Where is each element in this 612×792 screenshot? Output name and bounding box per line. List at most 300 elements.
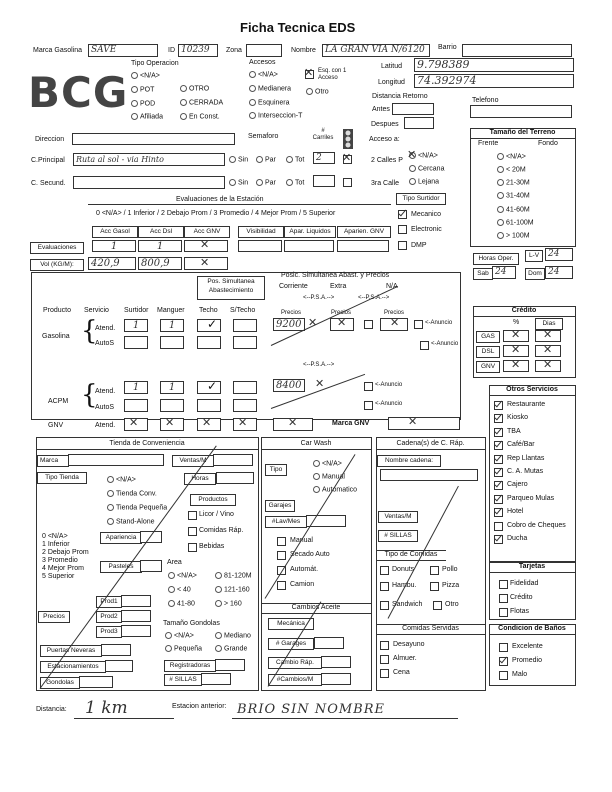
terreno-61-100[interactable]: 61-100M	[497, 219, 534, 226]
hambu-checkbox[interactable]	[380, 582, 389, 591]
vol-dsl[interactable]: 800,9	[138, 257, 182, 270]
pizza-checkbox[interactable]	[430, 582, 439, 591]
estacionamientos-label: Estacionamientos	[40, 661, 106, 673]
otro-radio[interactable]: Otro	[306, 88, 329, 95]
s-techo-head: S/Techo	[230, 307, 256, 314]
corriente-label: Corriente	[279, 283, 308, 290]
cw-secado-checkbox[interactable]	[277, 551, 286, 560]
accesos-interseccion[interactable]: Interseccion-T	[249, 112, 302, 119]
tarjeta-flotas-checkbox[interactable]	[499, 608, 508, 617]
otros-servicio-label: Kiosko	[507, 414, 529, 422]
barrio-label: Barrio	[438, 44, 457, 51]
otros-servicio-label: Hotel	[507, 508, 524, 516]
tipo-tienda-pequena[interactable]: Tienda Pequeña	[107, 504, 167, 511]
nombre-label: Nombre	[291, 47, 316, 54]
bebidas-label: Bebidas	[199, 543, 225, 550]
estacion-anterior-value: BRIO SIN NOMBRE	[237, 702, 385, 717]
gnv-label: GNV	[48, 422, 64, 429]
apariencia-label: Apariencia	[100, 532, 142, 544]
pos-sim-button[interactable]: Pos. Simultanea Abastecimiento	[197, 276, 265, 300]
cw-secado-label: Secado Auto	[290, 551, 330, 558]
tienda-sillas-label: # SILLAS	[164, 674, 202, 686]
tipo-op-en-const[interactable]: En Const.	[180, 113, 220, 120]
hambu-label: Hambu.	[392, 582, 417, 589]
dom-field[interactable]: 24	[545, 266, 573, 279]
marca-gnv-x: ✕	[408, 415, 418, 428]
gnv-x-2: ✕	[165, 416, 175, 429]
terreno-title: Tamaño del Terreno	[470, 129, 575, 139]
tipo-op-cerrada[interactable]: CERRADA	[180, 99, 223, 106]
na-label: N/A	[386, 283, 398, 290]
prod3-field[interactable]	[121, 625, 151, 637]
desayuno-label: Desayuno	[393, 641, 425, 648]
tipo-comidas-title: Tipo de Comidas	[376, 550, 446, 561]
cp-tot[interactable]: Tot	[286, 156, 304, 163]
carwash-na[interactable]: <N/A>	[313, 460, 342, 467]
tienda-scale: 0 <N/A> 1 Inferior 2 Debajo Prom 3 Promedio 4 Mejor Prom 5 Superior	[42, 533, 89, 580]
gondola-grande[interactable]: Grande	[215, 645, 247, 652]
puertas-neveras-field[interactable]	[101, 644, 131, 656]
evaluaciones-scale: 0 <N/A> / 1 Inferior / 2 Debajo Prom / 3 Promedio / 4 Mejor Prom / 5 Superior	[96, 210, 336, 217]
tarjeta-credito-checkbox[interactable]	[499, 594, 508, 603]
acpm-manguer[interactable]: 1	[160, 381, 184, 394]
cp-par[interactable]: Par	[256, 156, 276, 163]
estacion-line	[232, 718, 458, 719]
calle-principal-field[interactable]: Ruta al sol - via Hinto	[73, 153, 225, 166]
credito-x-3: ✕	[511, 343, 521, 356]
sab-field[interactable]: 24	[492, 266, 516, 279]
bano-excelente-checkbox[interactable]	[499, 643, 508, 652]
otros-servicio-checkbox[interactable]	[494, 481, 503, 490]
area-gt160[interactable]: > 160	[215, 600, 242, 607]
desayuno-checkbox[interactable]	[380, 641, 389, 650]
accesos-na[interactable]: <N/A>	[249, 71, 278, 78]
mecanico-checkbox[interactable]	[398, 210, 407, 219]
otros-servicio-checkbox[interactable]	[494, 401, 503, 410]
cambio-rap-label: Cambio Ráp.	[268, 657, 322, 669]
prod1-field[interactable]	[121, 595, 151, 607]
tienda-marca-label: Marca	[37, 455, 69, 467]
acc-gasol-header[interactable]: Acc Gasol	[92, 226, 138, 238]
tarjeta-flotas-label: Flotas	[510, 608, 530, 615]
gondolas-label: Gondolas	[40, 677, 80, 689]
surtidor-head: Surtidor	[124, 307, 149, 314]
otro-comida-label: Otro	[445, 601, 459, 608]
dmp-checkbox[interactable]	[398, 241, 407, 250]
acceso-na[interactable]: <N/A>	[409, 152, 438, 159]
prod1-label: Prod1	[96, 596, 122, 608]
pizza-label: Pizza	[442, 582, 460, 589]
vol-label: Vol (KG/M):	[30, 259, 84, 271]
cs-par[interactable]: Par	[256, 179, 276, 186]
tipo-op-otro[interactable]: OTRO	[180, 85, 209, 92]
antes-field[interactable]	[392, 103, 434, 115]
tienda-marca-field[interactable]	[68, 454, 164, 466]
comidas-checkbox[interactable]	[188, 527, 197, 536]
aparien-gnv-header[interactable]: Aparien. GNV	[337, 226, 391, 238]
otros-servicio-label: Cajero	[507, 481, 528, 489]
lv-field[interactable]: 24	[545, 248, 573, 261]
acpm-autos-techo[interactable]	[197, 399, 221, 412]
distancia-value: 1 km	[85, 698, 128, 718]
cs-tot[interactable]: Tot	[286, 179, 304, 186]
otros-servicio-checkbox[interactable]	[494, 441, 503, 450]
comidas-servidas-title: Comidas Servidas	[376, 624, 485, 635]
gas-surtidor[interactable]: 1	[124, 319, 148, 332]
gas-x-1: ✕	[308, 316, 318, 329]
gondola-na[interactable]: <N/A>	[165, 632, 194, 639]
fondo-label: Fondo	[538, 140, 558, 147]
tipo-tienda-stand-alone[interactable]: Stand-Alone	[107, 518, 155, 525]
area-81-120[interactable]: 81-120M	[215, 572, 252, 579]
otros-servicio-checkbox[interactable]	[494, 522, 503, 531]
otros-servicio-checkbox[interactable]	[494, 535, 503, 544]
acc-gnv-header[interactable]: Acc GNV	[184, 226, 230, 238]
semaforo-label: Semaforo	[248, 133, 279, 140]
comidas-label: Comidas Ráp.	[199, 527, 244, 534]
acpm-precio[interactable]: 8400	[273, 379, 305, 392]
tres-calle-label: 3ra Calle	[371, 180, 400, 187]
acpm-brace: {	[81, 380, 98, 410]
calle-secund-label: C. Secund.	[31, 180, 66, 187]
credito-dsl: DSL	[476, 346, 500, 358]
terreno-gt100[interactable]: > 100M	[497, 232, 530, 239]
lv-label: L-V	[525, 250, 543, 262]
visibilidad-header[interactable]: Visibilidad	[238, 226, 284, 238]
tarjeta-credito-label: Crédito	[510, 594, 533, 601]
sandwich-label: Sandwich	[392, 601, 423, 608]
precios-label: Precios	[38, 611, 70, 623]
area-na[interactable]: <N/A>	[168, 572, 197, 579]
banos-title: Condicion de Baños	[489, 625, 575, 635]
cambios-m-field[interactable]	[321, 673, 351, 685]
otros-servicio-checkbox[interactable]	[494, 495, 503, 504]
tarjeta-fidelidad-checkbox[interactable]	[499, 580, 508, 589]
gas-autos-manguer[interactable]	[160, 336, 184, 349]
gas-autos-s-techo[interactable]	[233, 336, 257, 349]
gas-anuncio-label-2: <-Anuncio	[431, 341, 459, 347]
dmp-label: DMP	[411, 242, 427, 249]
distancia-label: Distancia:	[36, 706, 67, 713]
gnv-x-4: ✕	[238, 416, 248, 429]
licor-label: Licor / Vino	[199, 511, 234, 518]
cw-camion-checkbox[interactable]	[277, 581, 286, 590]
carwash-tipo-label: Tipo	[265, 464, 287, 476]
gondola-title: Tamaño Gondolas	[163, 620, 220, 627]
carwash-auto[interactable]: Automatico	[313, 486, 357, 493]
gas-anuncio-1[interactable]	[414, 320, 423, 329]
credito-pct: %	[513, 319, 520, 326]
donuts-checkbox[interactable]	[380, 566, 389, 575]
tipo-op-pot[interactable]: POT	[131, 86, 154, 93]
esq-x-mark: ✕	[304, 66, 314, 79]
terreno-na[interactable]: <N/A>	[497, 153, 526, 160]
gas-atend-label: Atend.	[95, 325, 116, 332]
carwash-manual[interactable]: Manual	[313, 473, 345, 480]
otros-servicio-checkbox[interactable]	[494, 455, 503, 464]
eval-visibilidad[interactable]	[238, 240, 282, 252]
gondolas-field[interactable]	[79, 676, 113, 688]
nombre-field[interactable]: LA GRAN VIA N/6120	[322, 44, 430, 57]
gnv-atend-label: Atend.	[95, 422, 116, 429]
servicio-head: Servicio	[84, 307, 109, 314]
credito-dias: Dias	[535, 318, 563, 330]
accesos-medianera[interactable]: Medianera	[249, 85, 291, 92]
cw-camion-label: Camion	[290, 581, 315, 588]
vol-gasol[interactable]: 420,9	[88, 257, 136, 270]
telefono-field[interactable]	[470, 105, 572, 118]
gasolina-label: Gasolina	[42, 333, 70, 340]
cw-manual-checkbox[interactable]	[277, 537, 286, 546]
evaluaciones-title: Evaluaciones de la Estación	[176, 196, 264, 203]
otros-servicio-label: Cobro de Cheques	[507, 521, 566, 529]
tipo-tienda-conv[interactable]: Tienda Conv.	[107, 490, 157, 497]
psa-2: <--P.S.A.-->	[358, 295, 390, 301]
productos-button[interactable]: Productos	[190, 494, 236, 506]
evaluaciones-row-label: Evaluaciones	[30, 242, 84, 254]
accesos-esquinera[interactable]: Esquinera	[249, 99, 290, 106]
gas-anuncio-2[interactable]	[420, 341, 429, 350]
credito-gas: GAS	[476, 331, 500, 343]
acpm-autos-s-techo[interactable]	[233, 399, 257, 412]
tarjetas-title: Tarjetas	[489, 563, 575, 573]
eval-gnv-x-mark: ✕	[200, 238, 210, 251]
tienda-horas-field[interactable]	[216, 472, 254, 484]
gas-x-2: ✕	[337, 316, 347, 329]
tienda-sillas-field[interactable]	[201, 673, 231, 685]
techo-head: Techo	[199, 307, 218, 314]
terreno-31-40[interactable]: 31-40M	[497, 192, 530, 199]
acpm-psa: <--P.S.A.-->	[303, 362, 335, 368]
bano-malo-checkbox[interactable]	[499, 671, 508, 680]
esq-label: Esq. con 1 Acceso	[318, 68, 347, 81]
tienda-horas-label: Horas	[184, 473, 216, 485]
longitud-field[interactable]: 74.392974	[414, 74, 574, 88]
almuer-label: Almuer.	[393, 655, 417, 662]
gas-precio-corriente[interactable]: 9200	[273, 318, 305, 331]
area-41-80[interactable]: 41-80	[168, 600, 195, 607]
bcg-logo: BCG	[28, 68, 129, 117]
cs-tot-field[interactable]	[313, 175, 335, 187]
bano-promedio-checkbox[interactable]	[499, 657, 508, 666]
credito-x-6: ✕	[543, 358, 553, 371]
latitud-field[interactable]: 9.798389	[414, 58, 574, 72]
credito-x-2: ✕	[543, 328, 553, 341]
otros-servicio-label: TBA	[507, 427, 521, 435]
calle-secund-field[interactable]	[73, 176, 225, 189]
garages-label: # Garages	[268, 638, 314, 650]
area-121-160[interactable]: 121-160	[215, 586, 250, 593]
electronic-checkbox[interactable]	[398, 225, 407, 234]
otros-servicio-label: Café/Bar	[507, 441, 535, 449]
acpm-autos-label: AutoS	[95, 404, 115, 411]
apar-liquidos-header[interactable]: Apar. Liquidos	[284, 226, 336, 238]
evaluaciones-rule	[88, 204, 391, 205]
acpm-s-techo[interactable]	[233, 381, 257, 394]
bano-excelente-label: Excelente	[512, 643, 543, 650]
horas-oper-label: Horas Oper.	[473, 253, 519, 265]
almuer-checkbox[interactable]	[380, 655, 389, 664]
gas-techo-check: ✓	[207, 317, 218, 331]
marca-gnv-field[interactable]	[388, 417, 460, 430]
cp-sin[interactable]: Sin	[229, 156, 248, 163]
eval-acc-dsl[interactable]: 1	[138, 240, 182, 252]
direccion-label: Direccion	[35, 136, 65, 143]
nombre-cadena-field[interactable]	[380, 469, 478, 481]
acceso-lejana[interactable]: Lejana	[409, 178, 439, 185]
cambio-rap-field[interactable]	[321, 656, 351, 668]
eval-aparien-gnv[interactable]	[337, 240, 389, 252]
vol-gnv-x-mark: ✕	[200, 256, 210, 269]
tres-calle-checkbox[interactable]	[343, 178, 352, 187]
tipo-op-afiliada[interactable]: Afiliada	[131, 113, 163, 120]
tienda-ventas-label: Ventas/M	[172, 455, 214, 467]
acpm-anuncio-1[interactable]	[364, 382, 373, 391]
credito-x-5: ✕	[511, 358, 521, 371]
tipo-op-pod[interactable]: POD	[131, 100, 155, 107]
latitud-label: Latitud	[381, 63, 403, 70]
cambios-m-label: #Cambios/M	[268, 674, 322, 686]
psa-1: <--P.S.A.-->	[303, 295, 335, 301]
acpm-atend-label: Atend.	[95, 388, 116, 395]
otro-comida-checkbox[interactable]	[433, 601, 442, 610]
despues-field[interactable]	[404, 117, 434, 129]
pollo-checkbox[interactable]	[430, 566, 439, 575]
barrio-field[interactable]	[462, 44, 572, 57]
donuts-label: Donuts	[392, 566, 415, 573]
acceso-x-mark: ✕	[407, 148, 417, 161]
garages-field[interactable]	[314, 637, 344, 649]
gondola-mediano[interactable]: Mediano	[215, 632, 251, 639]
otros-servicio-checkbox[interactable]	[494, 428, 503, 437]
gas-manguer[interactable]: 1	[160, 319, 184, 332]
acpm-anuncio-label-2: <-Anuncio	[375, 401, 403, 407]
page-title: Ficha Tecnica EDS	[240, 20, 356, 35]
sandwich-checkbox[interactable]	[380, 601, 389, 610]
id-label: ID	[168, 47, 175, 54]
lav-mes-label: #Lav/Mes	[265, 516, 307, 528]
eval-apar-liquidos[interactable]	[284, 240, 334, 252]
pasteles-label: Pasteles	[100, 561, 142, 573]
acceso-cercana[interactable]: Cercana	[409, 165, 444, 172]
accesos-label: Accesos	[249, 59, 276, 66]
prod2-field[interactable]	[121, 610, 151, 622]
prod3-label: Prod3	[96, 626, 122, 638]
precios-1: Precios	[281, 310, 302, 316]
registradoras-field[interactable]	[215, 659, 245, 671]
terreno-41-60[interactable]: 41-60M	[497, 206, 530, 213]
zona-field[interactable]	[246, 44, 282, 57]
traffic-light-icon	[342, 128, 352, 148]
credito-x-4: ✕	[543, 343, 553, 356]
otros-servicio-checkbox[interactable]	[494, 468, 503, 477]
area-lt40[interactable]: < 40	[168, 586, 191, 593]
estacionamientos-field[interactable]	[105, 660, 133, 672]
carriles-label: # Carriles	[312, 128, 334, 141]
otros-servicio-label: Parqueo Mulas	[507, 494, 555, 502]
acpm-label: ACPM	[48, 398, 69, 405]
otros-servicio-label: Restaurante	[507, 401, 546, 408]
credito-gnv: GNV	[476, 361, 500, 373]
acc-dsl-header[interactable]: Acc Dsl	[138, 226, 184, 238]
cp-tot-field[interactable]: 2	[313, 152, 335, 164]
cw-automat-label: Automát.	[290, 566, 319, 573]
direccion-field[interactable]	[72, 133, 235, 145]
id-field[interactable]: 10239	[178, 44, 218, 57]
carwash-title: Car Wash	[261, 440, 371, 450]
tipo-tienda-na[interactable]: <N/A>	[107, 476, 136, 483]
otros-servicio-label: Ducha	[507, 535, 528, 542]
estacion-anterior-label: Estacion anterior:	[172, 703, 227, 710]
pos-sim-prec-label: Posic. Simultanea Abast. y Precios	[281, 272, 390, 279]
precios-3: Precios	[384, 310, 405, 316]
gas-s-techo[interactable]	[233, 319, 257, 332]
distancia-line	[74, 718, 174, 719]
gas-autos-techo[interactable]	[197, 336, 221, 349]
otros-servicio-checkbox[interactable]	[494, 508, 503, 517]
gasolina-brace: {	[81, 316, 98, 346]
acpm-surtidor[interactable]: 1	[124, 381, 148, 394]
antes-label: Antes	[372, 106, 390, 113]
tipo-op-label: Tipo Operacion	[131, 60, 179, 67]
tienda-ventas-field[interactable]	[213, 454, 253, 466]
acpm-autos-surtidor[interactable]	[124, 399, 148, 412]
tipo-op-na[interactable]: <N/A>	[131, 72, 160, 79]
gas-autos-label: AutoS	[95, 340, 115, 347]
producto-head: Producto	[43, 307, 72, 314]
prod2-label: Prod2	[96, 611, 122, 623]
otros-servicio-label: Rep Llantas	[507, 454, 545, 462]
acpm-anuncio-2[interactable]	[364, 401, 373, 410]
gas-anuncio-label-1: <-Anuncio	[425, 320, 453, 326]
terreno-lt20[interactable]: < 20M	[497, 166, 526, 173]
marca-field[interactable]: SAVE	[88, 44, 158, 57]
gondola-pequena[interactable]: Pequeña	[165, 645, 202, 652]
otros-servicio-checkbox[interactable]	[494, 414, 503, 423]
despues-label: Despues	[371, 121, 399, 128]
pasteles-field[interactable]	[140, 560, 162, 572]
tienda-title: Tienda de Conveniencia	[36, 440, 258, 450]
dom-label: Dom	[525, 268, 545, 280]
eval-acc-gasol[interactable]: 1	[92, 240, 136, 252]
credito-title: Crédito	[473, 307, 575, 317]
cena-label: Cena	[393, 669, 410, 676]
gas-autos-surtidor[interactable]	[124, 336, 148, 349]
bebidas-checkbox[interactable]	[188, 543, 197, 552]
marca-gnv-label: Marca GNV	[332, 420, 370, 427]
longitud-label: Longitud	[378, 79, 405, 86]
gnv-x-3: ✕	[202, 416, 212, 429]
mecanico-label: Mecanico	[411, 211, 441, 218]
terreno-21-30[interactable]: 21-30M	[497, 179, 530, 186]
electronic-label: Electronic	[411, 226, 442, 233]
tipo-surtidor-button[interactable]: Tipo Surtidor	[396, 193, 446, 205]
mecanica-label: Mecánica	[268, 618, 314, 630]
cs-sin[interactable]: Sin	[229, 179, 248, 186]
gas-na-checkbox[interactable]	[364, 320, 373, 329]
cw-manual-label: Manual	[290, 537, 313, 544]
cadena-title: Cadena(s) de C. Ráp.	[376, 440, 485, 450]
tipo-tienda-label: Tipo Tienda	[37, 472, 87, 484]
calle-principal-label: C.Principal	[31, 157, 65, 164]
frente-label: Frente	[478, 140, 499, 147]
licor-checkbox[interactable]	[188, 511, 197, 520]
bano-promedio-label: Promedio	[512, 657, 542, 664]
puertas-neveras-label: Puertas Neveras	[40, 645, 102, 657]
cena-checkbox[interactable]	[380, 669, 389, 678]
distancia-retorno-label: Distancia Retorno	[372, 93, 428, 100]
acpm-autos-manguer[interactable]	[160, 399, 184, 412]
